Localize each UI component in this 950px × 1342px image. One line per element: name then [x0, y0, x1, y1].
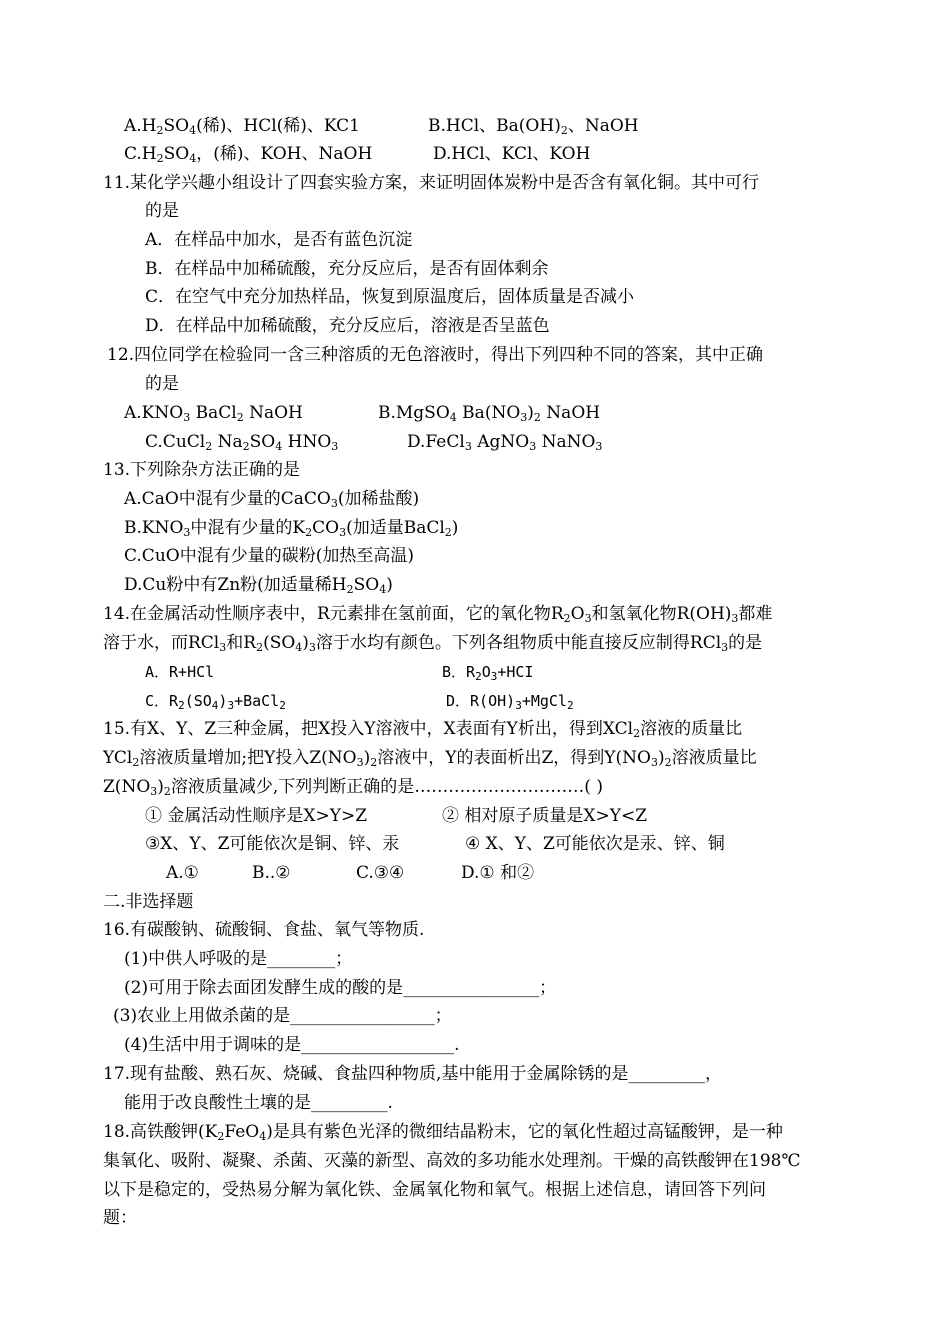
q12-option-a: $A.KNO_3$ BaCl$_2$ NaOH	[124, 403, 303, 424]
q15-statement-4: ④ X、Y、Z可能依次是汞、锌、铜	[465, 834, 725, 854]
q11-stem: 11.某化学兴趣小组设计了四套实验方案，来证明固体炭粉中是否含有氧化铜。其中可行	[103, 173, 760, 193]
q10-option-d: D.HCl、KCl、KOH	[433, 144, 591, 164]
q12-stem: 12.四位同学在检验同一含三种溶质的无色溶液时，得出下列四种不同的答案，其中正确	[107, 345, 764, 365]
q15-option-d: D.① 和②	[461, 863, 535, 883]
q15-option-b: B..②	[252, 863, 291, 883]
q15-statement-2: ② 相对原子质量是X>Y<Z	[442, 806, 648, 826]
q13-option-b: $B.KNO_3$中混有少量的$K_2CO_3$(加适量BaCl$_2$)	[124, 518, 459, 539]
section-heading: 二.非选择题	[103, 892, 194, 912]
q17-stem-cont: 能用于改良酸性土壤的是_________.	[124, 1093, 393, 1113]
q11-option-a: A．在样品中加水，是否有蓝色沉淀	[145, 230, 413, 250]
q14-stem-cont: 溶于水，而RCl$_3$和$R_2(SO_4)_3$溶于水均有颜色。下列各组物质中能直接反应制得RCl$_3$的是	[103, 633, 763, 654]
q13-option-c: C.CuO中混有少量的碳粉(加热至高温)	[124, 546, 414, 566]
q16-part-1: (1)中供人呼吸的是________；	[124, 949, 353, 969]
q15-option-a: A.①	[166, 863, 199, 883]
q13-stem: 13.下列除杂方法正确的是	[103, 460, 301, 480]
q11-stem-cont: 的是	[145, 201, 179, 221]
q12-stem-cont: 的是	[145, 374, 179, 394]
q14-option-a: A．R+HCl	[145, 663, 215, 681]
q13-option-a: A.CaO中混有少量的CaCO$_3$(加稀盐酸)	[124, 489, 420, 510]
q13-option-d: D.Cu粉中有Zn粉(加适量稀$H_2SO_4$)	[124, 575, 393, 596]
q15-option-c: C.③④	[356, 863, 405, 883]
q15-stem: 15.有X、Y、Z三种金属，把X投入Y溶液中，X表面有Y析出，得到XCl$_2$溶液的质量比	[103, 719, 743, 740]
q11-option-c: C．在空气中充分加热样品，恢复到原温度后，固体质量是否减小	[145, 287, 635, 307]
q18-line-3: 以下是稳定的，受热易分解为氧化铁、金属氧化物和氧气。根据上述信息，请回答下列问	[103, 1180, 766, 1200]
q15-statement-3: ③X、Y、Z可能依次是铜、锌、汞	[145, 834, 400, 854]
q14-stem: 14.在金属活动性顺序表中，R元素排在氢前面，它的氧化物$R_2O_3$和氢氧化物$R(OH)_3$都难	[103, 604, 773, 625]
q11-option-d: D．在样品中加稀硫酸，充分反应后，溶液是否呈蓝色	[145, 316, 550, 336]
q18-line-2: 集氧化、吸附、凝聚、杀菌、灭藻的新型、高效的多功能水处理剂。干燥的高铁酸钾在198℃	[103, 1151, 801, 1171]
q14-option-c: C．$R_2(SO_4)_3+BaCl_2$	[145, 692, 286, 712]
q18-line-1: 18.高铁酸钾$(K_2FeO_4)$是具有紫色光泽的微细结晶粉末，它的氧化性超过高锰酸钾，是一种	[103, 1122, 783, 1143]
q14-option-d: D．$R(OH)_3+MgCl_2$	[446, 692, 574, 712]
q11-option-b: B．在样品中加稀硫酸，充分反应后，是否有固体剩余	[145, 259, 549, 279]
q10-option-a: $A.H_2SO_4$(稀)、HCl(稀)、KC1	[124, 116, 360, 137]
q12-option-d: D.FeCl$_3$ AgNO$_3$ NaNO$_3$	[407, 432, 603, 453]
q16-part-2: (2)可用于除去面团发酵生成的酸的是________________；	[124, 978, 557, 998]
q12-option-c: C.CuCl$_2$ $Na_2SO_4$ $HNO_3$	[145, 432, 339, 453]
q14-option-b: B．$R_2O_3+HCI$	[442, 663, 534, 683]
q10-option-c: $C.H_2SO_4$，(稀)、KOH、NaOH	[124, 144, 373, 165]
q17-stem: 17.现有盐酸、熟石灰、烧碱、食盐四种物质,基中能用于金属除锈的是_________，	[103, 1064, 722, 1084]
q15-stem-cont-2: $Z(NO_3)_2$溶液质量减少,下列判断正确的是…………………………( )	[103, 777, 603, 798]
q12-option-b: B.MgSO$_4$ $Ba(NO_3)_2$ NaOH	[378, 403, 601, 424]
q18-line-4: 题：	[103, 1208, 137, 1228]
q16-part-4: (4)生活中用于调味的是__________________.	[124, 1035, 460, 1055]
q10-option-b: B.HCl、$Ba(OH)_2$、NaOH	[428, 116, 639, 137]
q16-stem: 16.有碳酸钠、硫酸铜、食盐、氧气等物质.	[103, 920, 425, 940]
q15-statement-1: ① 金属活动性顺序是X>Y>Z	[145, 806, 368, 826]
q15-stem-cont-1: YCl$_2$溶液质量增加;把Y投入$Z(NO_3)_2$溶液中，Y的表面析出Z，得到$Y(NO_3)_2$溶液质量比	[103, 748, 757, 769]
q16-part-3: (3)农业上用做杀菌的是_________________；	[113, 1006, 452, 1026]
